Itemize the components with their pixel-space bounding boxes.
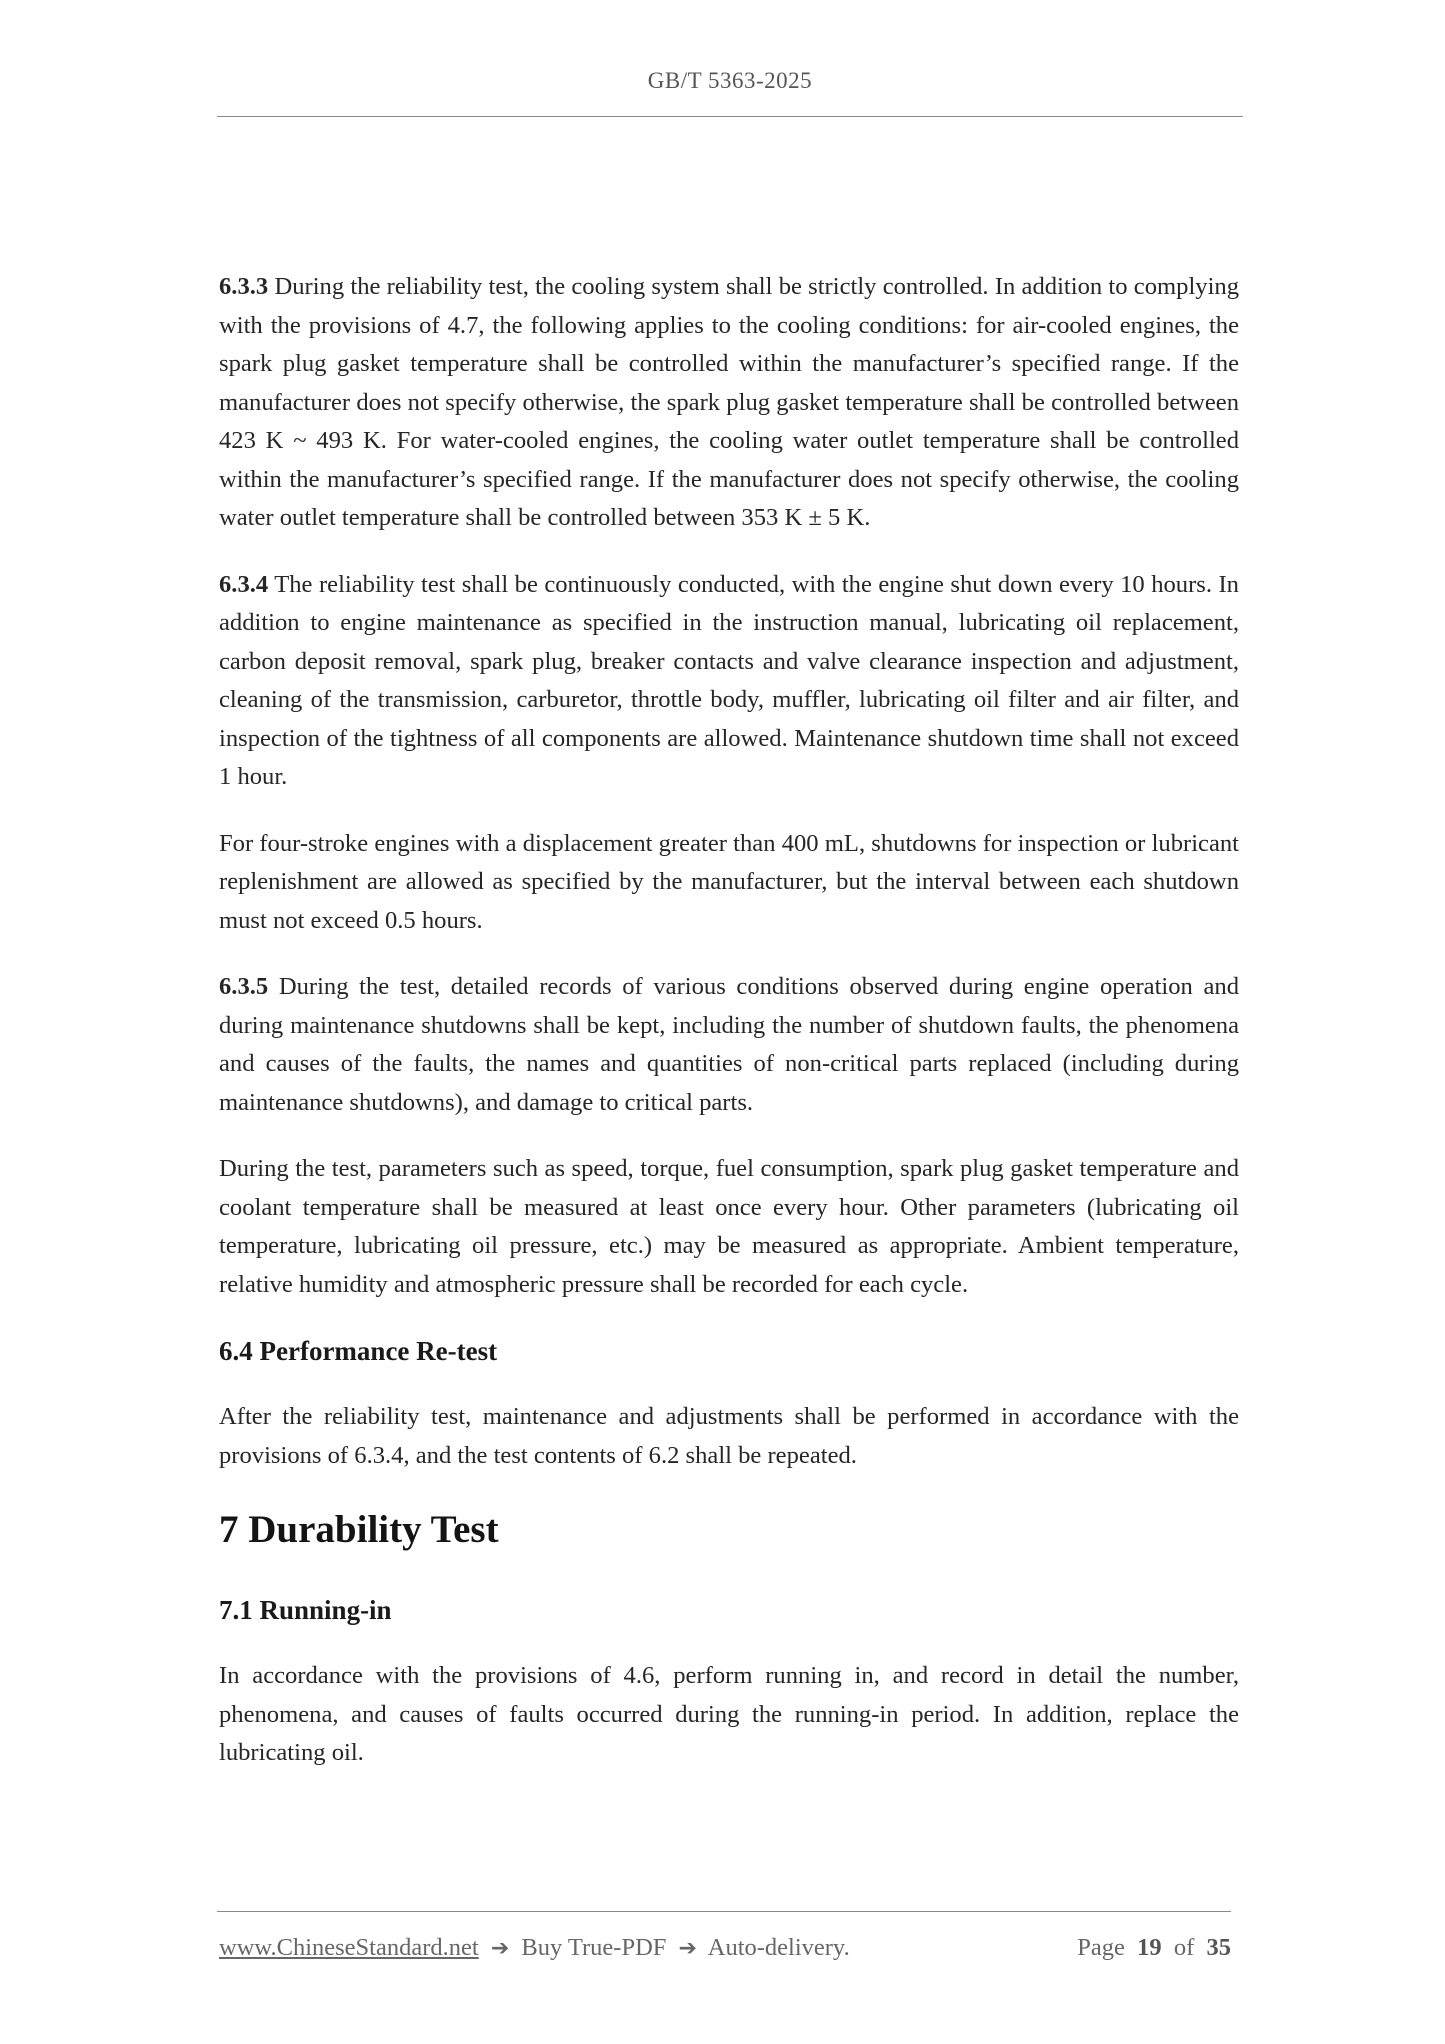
clause-number: 6.3.4	[219, 570, 269, 598]
page-current-number: 19	[1137, 1934, 1162, 1961]
clause-6-3-5	[219, 968, 1239, 1122]
header-divider	[217, 116, 1243, 117]
heading-6-4: 6.4 Performance Re-test	[219, 1336, 498, 1366]
clause-6-3-3	[219, 268, 1239, 538]
heading-7-1: 7.1 Running-in	[219, 1595, 392, 1625]
footer-promo	[219, 1932, 850, 1965]
footer-divider	[217, 1911, 1231, 1912]
delivery-text: Auto-delivery.	[707, 1934, 850, 1961]
clause-6-3-4-paragraph-2: For four-stroke engines with a displacement greater than 400 mL, shutdowns for inspection or lubricant replenishment are allowed as specified by the manufacturer, but the interval between each shutdown must not exceed 0.5 hours.	[219, 829, 1239, 934]
clause-6-3-4	[219, 566, 1239, 797]
document-header-title: GB/T 5363-2025	[647, 68, 813, 93]
document-body	[219, 268, 1239, 1801]
heading-section-7: 7 Durability Test	[219, 1508, 499, 1551]
page-word: Page	[1077, 1934, 1125, 1961]
clause-text: During the test, detailed records of various conditions observed during engine operation and during maintenance shutdowns shall be kept, including the number of shutdown faults, the phenomena and causes of the faults, the names and quantities of non-critical parts replaced (including during maintenance shutdowns), and damage to critical parts.	[219, 973, 1239, 1116]
clause-6-4-text: After the reliability test, maintenance and adjustments shall be performed in accordance with the provisions of 6.3.4, and the test contents of 6.2 shall be repeated.	[219, 1403, 1239, 1469]
arrow-right-icon: ➔	[490, 1936, 510, 1961]
of-word: of	[1173, 1934, 1195, 1961]
arrow-right-icon: ➔	[678, 1936, 697, 1961]
page-indicator	[1077, 1932, 1231, 1964]
clause-number: 6.3.3	[219, 273, 269, 300]
clause-text: The reliability test shall be continuously conducted, with the engine shut down every 10 hours. In addition to engine maintenance as specified in the instruction manual, lubricating oil replacement, carbon deposit removal, spark plug, breaker contacts and valve clearance inspection and adjustment, cleaning of the transmission, carburetor, throttle body, muffler, lubricating oil filter and air filter, and inspection of the tightness of all components are allowed. Maintenance shutdown time shall not exceed 1 hour.	[219, 570, 1239, 790]
page-total-number: 35	[1206, 1934, 1231, 1961]
clause-7-1-text: In accordance with the provisions of 4.6, perform running in, and record in detail the number, phenomena, and causes of faults occurred during the running-in period. In addition, replace the lubricating oil.	[219, 1662, 1239, 1766]
site-link[interactable]: www.ChineseStandard.net	[219, 1934, 479, 1961]
clause-6-3-5-paragraph-2: During the test, parameters such as speed, torque, fuel consumption, spark plug gasket temperature and coolant temperature shall be measured at least once every hour. Other parameters (lubricating oil temperature, lubricating oil pressure, etc.) may be measured as appropriate. Ambient temperature, relative humidity and atmospheric pressure shall be recorded for each cycle.	[219, 1155, 1239, 1298]
clause-number: 6.3.5	[219, 973, 269, 1000]
buy-text: Buy True-PDF	[521, 1934, 667, 1961]
clause-text: During the reliability test, the cooling system shall be strictly controlled. In addition to complying with the provisions of 4.7, the following applies to the cooling conditions: for air-cooled engines, the spark plug gasket temperature shall be controlled within the manufacturer’s specified range. If the manufacturer does not specify otherwise, the spark plug gasket temperature shall be controlled between 423 K ~ 493 K. For water-cooled engines, the cooling water outlet temperature shall be controlled within the manufacturer’s specified range. If the manufacturer does not specify otherwise, the cooling water outlet temperature shall be controlled between 353 K ± 5 K.	[219, 273, 1239, 531]
